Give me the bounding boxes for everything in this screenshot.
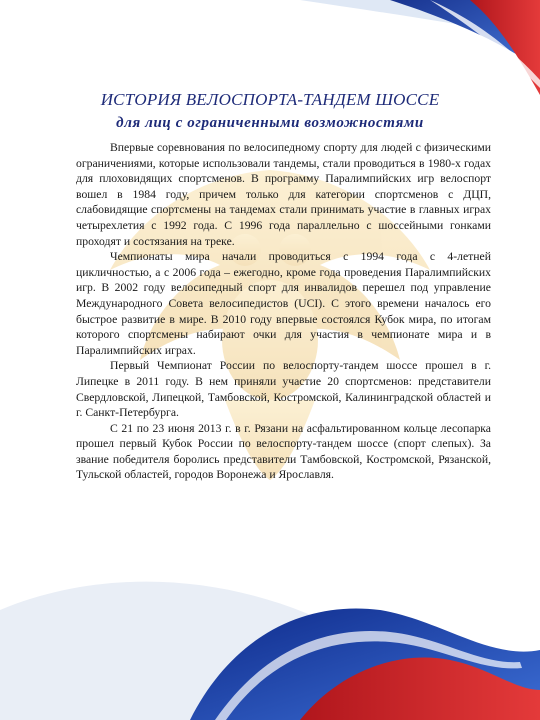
document-body [76, 140, 491, 483]
document-title: ИСТОРИЯ ВЕЛОСПОРТА-ТАНДЕМ ШОССЕ [100, 90, 440, 109]
paragraph: Чемпионаты мира начали проводиться с 1994 года с 4-летней цикличностью, а с 2006 года – ежегодно, кроме года проведения Паралимпийских игр. В 2002 году велосипедный спорт для инвалидов перешел под управление Международного Совета велосипедистов (UCI). С этого времени началось его быстрое развитие в мире. В 2010 году впервые состоялся Кубок мира, по итогам которого спортсмены набирают очки для участия в чемпионате мира и в Паралимпийских играх. [76, 250, 491, 357]
paragraph: Впервые соревнования по велосипедному спорту для людей с физическими ограничениями, которые использовали тандемы, стали проводиться в 1980-х годах для плоховидящих спортсменов. В программу Паралимпийских игр велоспорт вошел в 1984 году, причем только для категории спортсменов с ДЦП, слабовидящие спортсмены на тандемах стали принимать участие в главных играх четырехлетия с 1992 года. С 1996 года параллельно с шоссейными гонками проходят и состязания на треке. [76, 141, 491, 248]
document-subtitle: для лиц с ограниченными возможностями [116, 115, 424, 131]
paragraph: Первый Чемпионат России по велоспорту-тандем шоссе прошел в г. Липецке в 2011 году. В нем приняли участие 20 спортсменов: представители Свердловской, Липецкой, Тамбовской, Костромской, Калининградской областей и г. Санкт-Петербурга. [76, 359, 491, 420]
paragraph: С 21 по 23 июня 2013 г. в г. Рязани на асфальтированном кольце лесопарка прошел первый Кубок России по велоспорту-тандем шоссе (спорт слепых). За звание победителя боролись представители Тамбовской, Костромской, Рязанской, Тульской областей, городов Воронежа и Ярославля. [76, 421, 491, 482]
